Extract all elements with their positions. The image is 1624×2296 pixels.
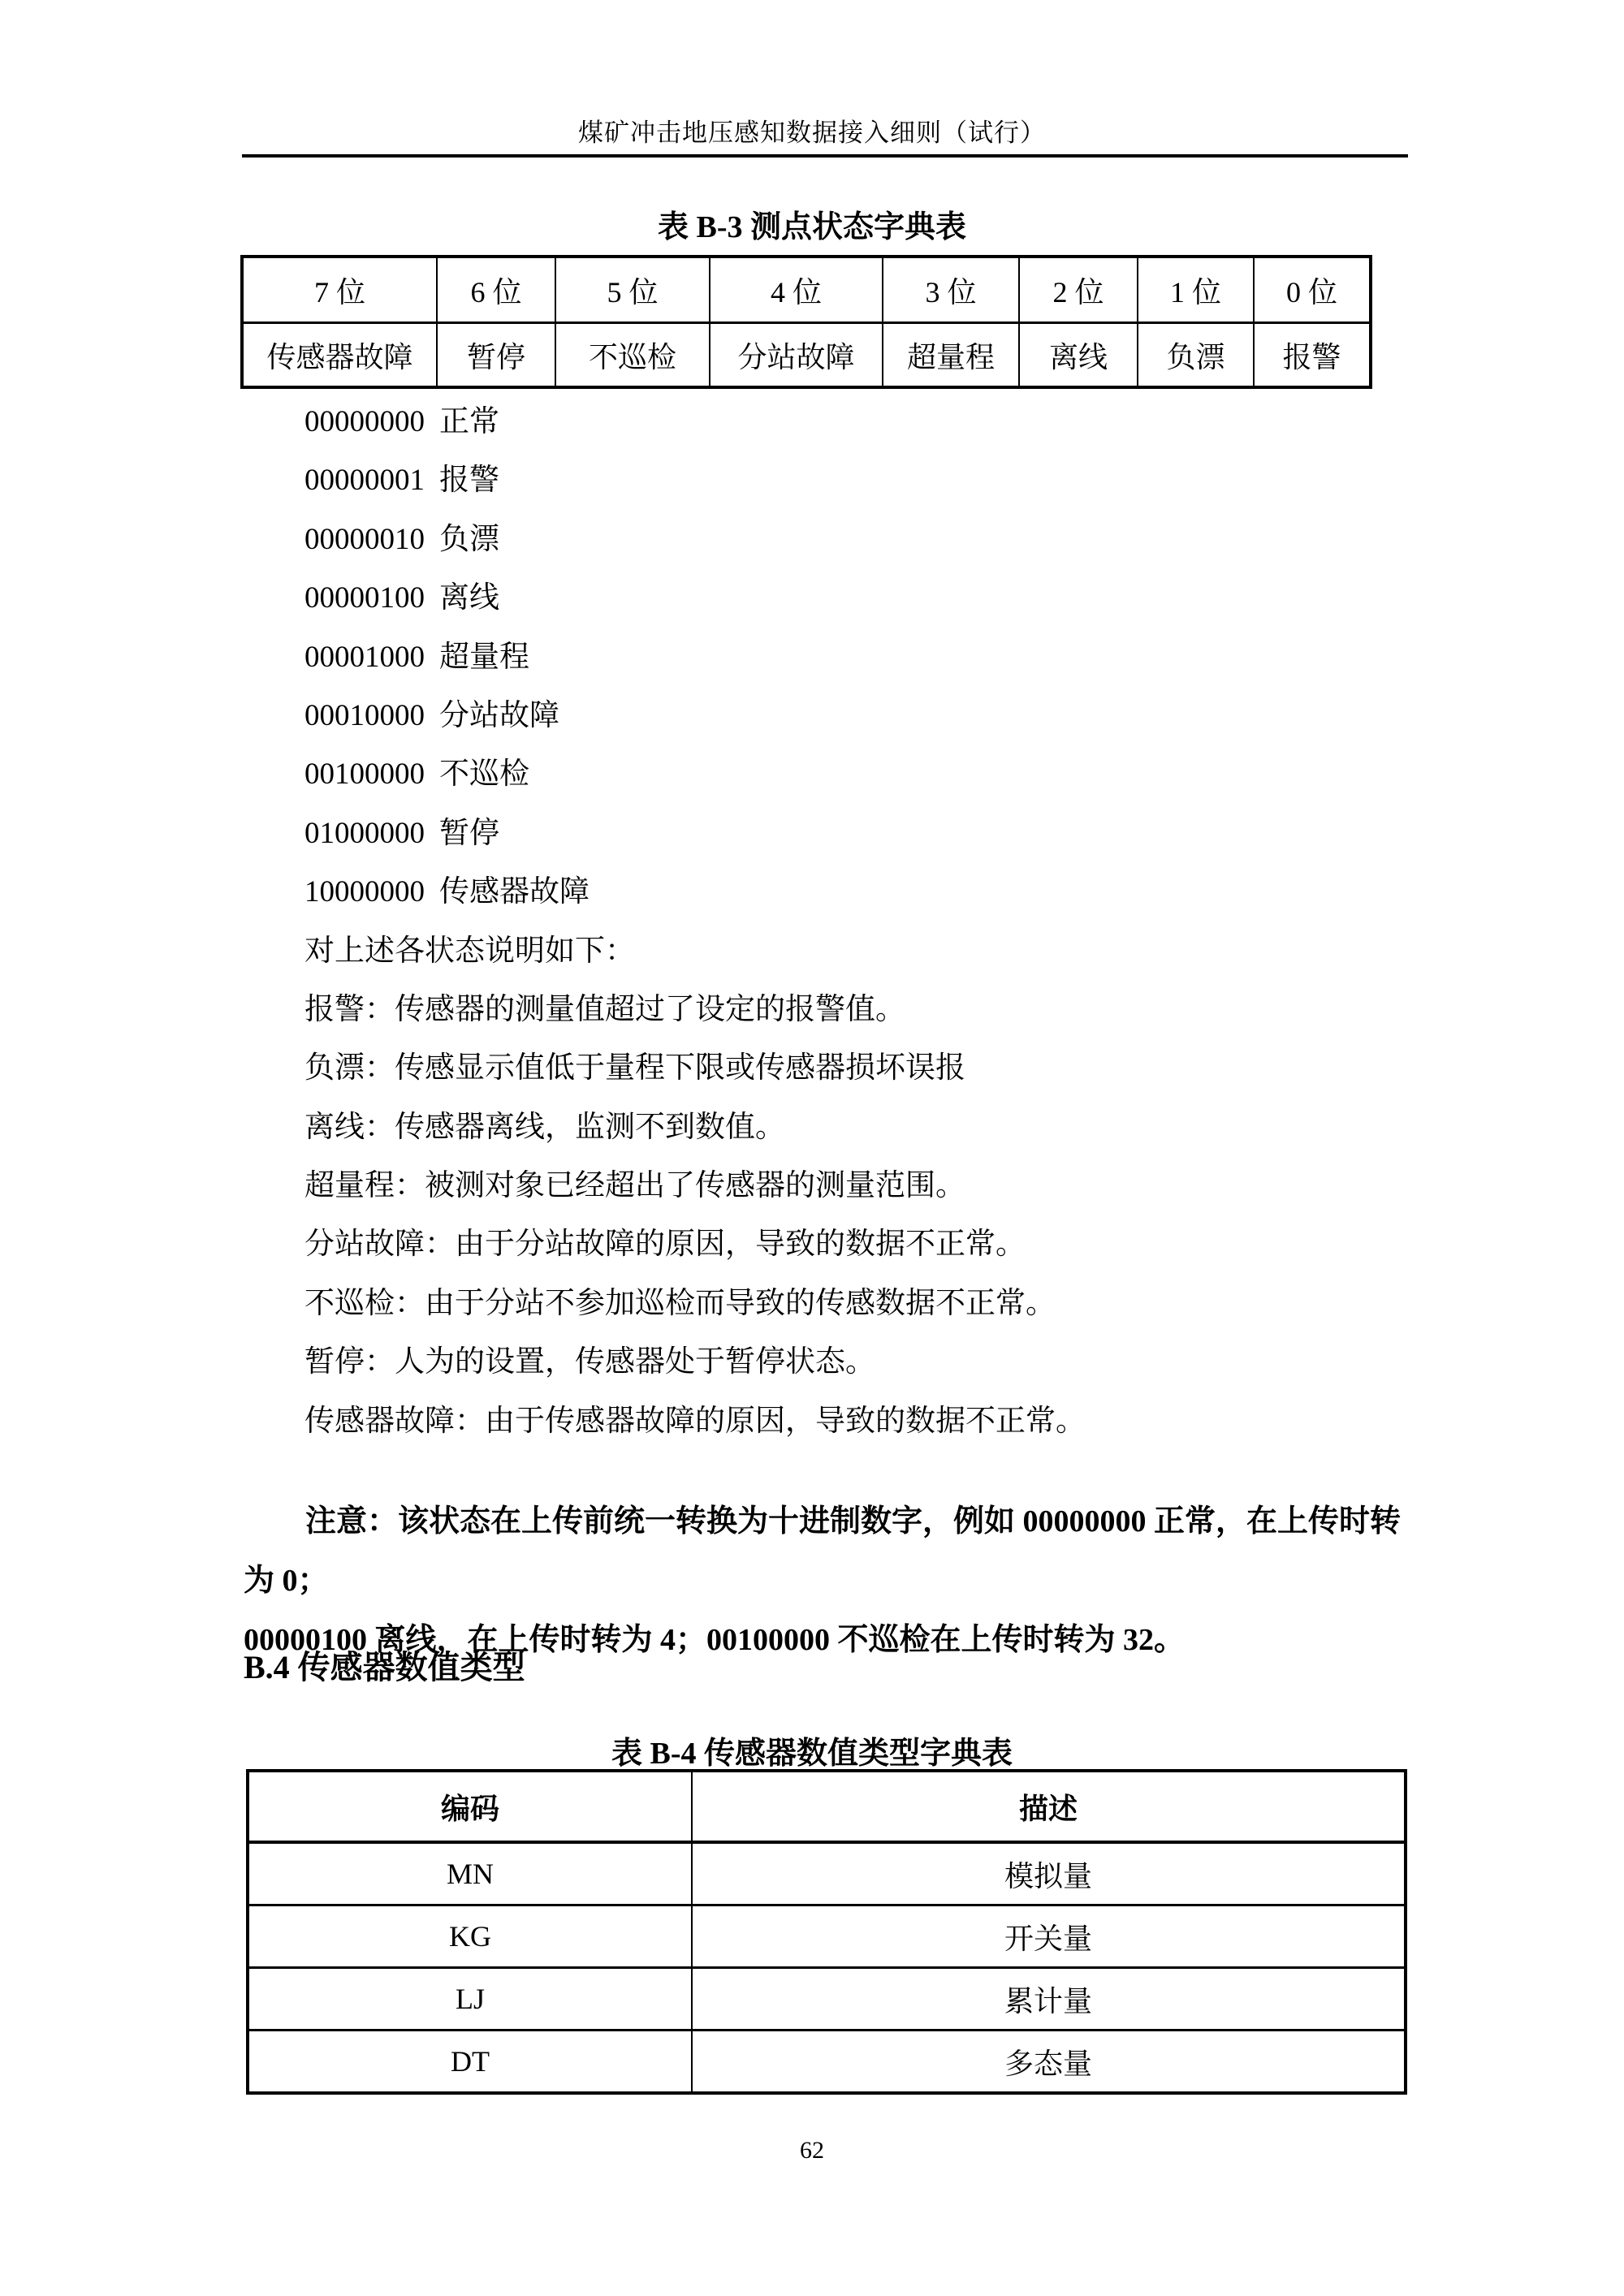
table-b4-code-cell: KG: [248, 1905, 692, 1968]
running-header-title: 煤矿冲击地压感知数据接入细则（试行）: [578, 119, 1046, 147]
status-code-label: 负漂: [439, 522, 499, 556]
table-b3-header-cell: 5 位: [555, 257, 710, 323]
table-b3-cell: 离线: [1019, 323, 1138, 388]
table-b4-row: [248, 2031, 1406, 2094]
status-code-label: 不巡检: [439, 757, 529, 792]
table-b4-row: [248, 1842, 1406, 1905]
status-explanation: 暂停：人为的设置，传感器处于暂停状态。: [304, 1345, 875, 1379]
table-b3-cell: 传感器故障: [242, 323, 437, 388]
table-b3-cell: 分站故障: [710, 323, 883, 388]
table-b3-caption: 表 B-3 测点状态字典表: [657, 210, 966, 244]
status-code-line: [304, 569, 1086, 628]
note-line: 注意：该状态在上传前统一转换为十进制数字，例如 00000000 正常，在上传时转为 0；: [244, 1504, 1402, 1598]
status-code-binary: 10000000: [304, 875, 425, 909]
table-b3-header-cell: 1 位: [1138, 257, 1254, 323]
table-b4-code-cell: LJ: [248, 1968, 692, 2031]
table-b3-header-cell: 7 位: [242, 257, 437, 323]
status-explanation: 分站故障：由于分站故障的原因，导致的数据不正常。: [304, 1228, 1026, 1262]
status-code-label: 传感器故障: [439, 875, 590, 909]
header-rule: [242, 154, 1408, 158]
table-b4-row: [248, 1905, 1406, 1968]
status-code-line: [304, 511, 1086, 569]
status-code-label: 报警: [439, 464, 499, 498]
table-b3-cell: 不巡检: [555, 323, 710, 388]
status-code-binary: 00000001: [304, 464, 425, 498]
table-b4-header-cell: 编码: [248, 1771, 692, 1842]
status-explanation: 报警：传感器的测量值超过了设定的报警值。: [304, 992, 905, 1026]
status-code-line: [304, 628, 1086, 687]
section-heading-b4: B.4 传感器数值类型: [244, 1649, 525, 1685]
table-b4-desc-cell: 多态量: [692, 2031, 1406, 2094]
status-code-line: [304, 687, 1086, 745]
table-b4-header-row: [248, 1771, 1406, 1842]
table-b3-value-row: [242, 323, 1371, 388]
table-b3-header-cell: 0 位: [1254, 257, 1371, 323]
table-b4-caption: 表 B-4 传感器数值类型字典表: [611, 1737, 1013, 1771]
status-code-list: [304, 393, 1086, 1451]
table-b3-cell: 暂停: [437, 323, 555, 388]
table-b4-desc-cell: 累计量: [692, 1968, 1406, 2031]
status-explanation: 不巡检：由于分站不参加巡检而导致的传感数据不正常。: [304, 1286, 1056, 1320]
status-code-label: 分站故障: [439, 698, 559, 732]
table-b3-cell: 负漂: [1138, 323, 1254, 388]
status-code-line: [304, 451, 1086, 510]
table-b3: [240, 255, 1372, 389]
status-explanations-intro: 对上述各状态说明如下：: [304, 934, 635, 968]
table-b4-code-cell: DT: [248, 2031, 692, 2094]
status-code-binary: 00001000: [304, 640, 425, 674]
status-code-binary: 00000010: [304, 522, 425, 556]
table-b3-cell: 报警: [1254, 323, 1371, 388]
status-explanation: 传感器故障：由于传感器故障的原因，导致的数据不正常。: [304, 1404, 1086, 1438]
status-code-binary: 00000100: [304, 581, 425, 615]
table-b3-header-cell: 2 位: [1019, 257, 1138, 323]
status-explanation: 超量程：被测对象已经超出了传感器的测量范围。: [304, 1169, 965, 1203]
note-line: 00000100 离线，在上传时转为 4；00100000 不巡检在上传时转为 32。: [244, 1623, 1186, 1657]
status-code-binary: 00000000: [304, 405, 425, 438]
status-code-binary: 00010000: [304, 698, 425, 732]
status-code-line: [304, 745, 1086, 804]
table-b4-header-cell: 描述: [692, 1771, 1406, 1842]
status-code-line: [304, 393, 1086, 451]
table-b4: [246, 1769, 1407, 2095]
status-explanation: 负漂：传感显示值低于量程下限或传感器损坏误报: [304, 1051, 965, 1085]
table-b4-code-cell: MN: [248, 1842, 692, 1905]
table-b3-header-row: [242, 257, 1371, 323]
table-b4-row: [248, 1968, 1406, 2031]
status-code-binary: 01000000: [304, 816, 425, 850]
status-code-label: 超量程: [439, 640, 529, 674]
status-code-label: 离线: [439, 581, 499, 615]
status-code-binary: 00100000: [304, 757, 425, 792]
status-code-line: [304, 863, 1086, 921]
table-b3-cell: 超量程: [883, 323, 1019, 388]
page-number: 62: [800, 2137, 824, 2164]
table-b4-desc-cell: 开关量: [692, 1905, 1406, 1968]
table-b4-desc-cell: 模拟量: [692, 1842, 1406, 1905]
status-explanation: 离线：传感器离线，监测不到数值。: [304, 1110, 785, 1144]
status-code-label: 正常: [439, 405, 499, 438]
status-code-line: [304, 805, 1086, 863]
status-code-label: 暂停: [439, 816, 499, 850]
table-b3-header-cell: 4 位: [710, 257, 883, 323]
table-b3-header-cell: 6 位: [437, 257, 555, 323]
table-b3-header-cell: 3 位: [883, 257, 1019, 323]
